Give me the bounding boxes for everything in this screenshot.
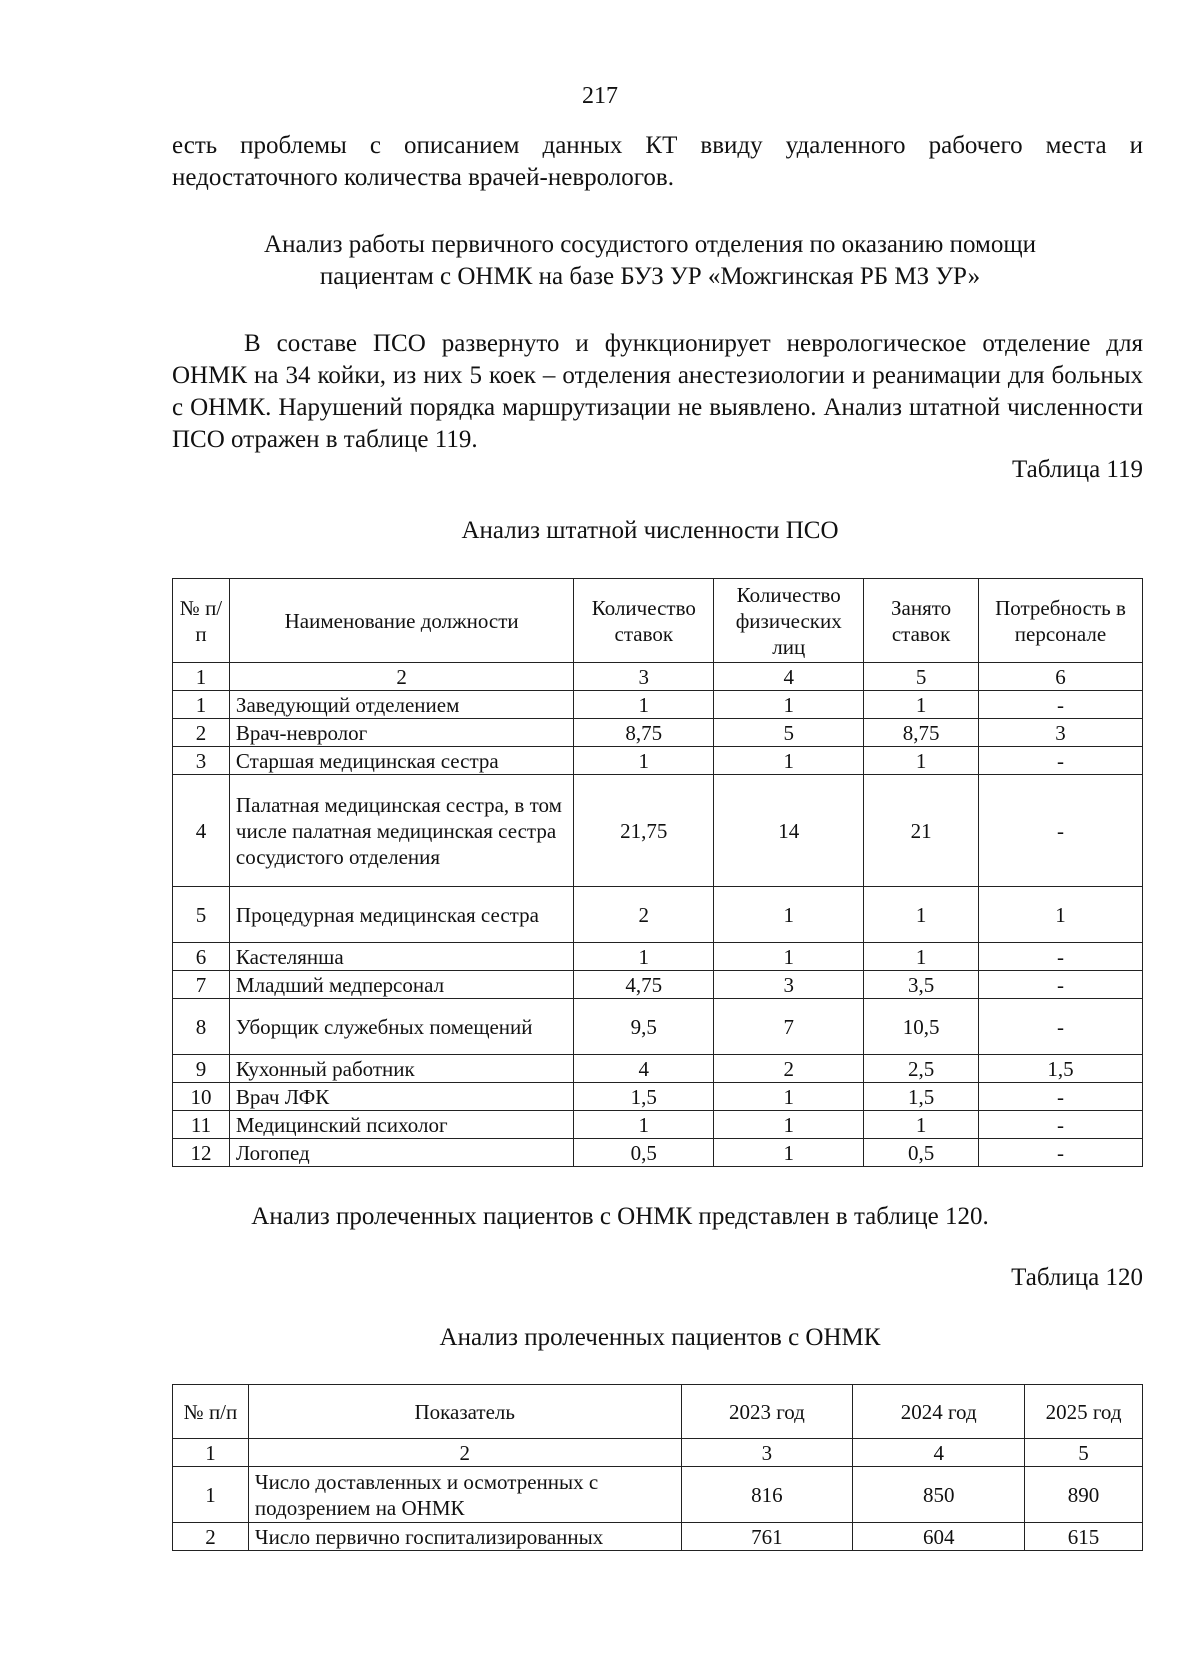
cell: - xyxy=(979,943,1143,971)
column-number: 1 xyxy=(173,663,230,691)
cell: Врач ЛФК xyxy=(229,1083,573,1111)
table-119-label: Таблица 119 xyxy=(1012,456,1143,483)
cell: 1 xyxy=(574,1111,714,1139)
header-cell: Потребность в персонале xyxy=(979,579,1143,663)
header-cell: Занято ставок xyxy=(864,579,979,663)
table-119 xyxy=(172,578,1143,1167)
cell: 4,75 xyxy=(574,971,714,999)
header-cell: № п/п xyxy=(173,1385,249,1439)
header-cell: Наименование должности xyxy=(229,579,573,663)
column-number: 6 xyxy=(979,663,1143,691)
column-number: 4 xyxy=(853,1439,1025,1467)
cell: 21,75 xyxy=(574,775,714,887)
table-119-column-numbers xyxy=(173,663,1143,691)
table-row xyxy=(173,1467,1143,1523)
table-120-title: Анализ пролеченных пациентов с ОНМК xyxy=(439,1324,881,1351)
table-row xyxy=(173,971,1143,999)
cell: 1 xyxy=(714,887,864,943)
table-row xyxy=(173,775,1143,887)
cell: 1,5 xyxy=(574,1083,714,1111)
paragraph-continuation: есть проблемы с описанием данных КТ ввиду удаленного рабочего места и недостаточного количества врачей-неврологов. xyxy=(172,132,1143,191)
cell: 10 xyxy=(173,1083,230,1111)
table-row xyxy=(173,691,1143,719)
cell: Старшая медицинская сестра xyxy=(229,747,573,775)
cell: 1,5 xyxy=(864,1083,979,1111)
cell: 1 xyxy=(979,887,1143,943)
cell: 5 xyxy=(714,719,864,747)
cell: 1 xyxy=(864,691,979,719)
cell: Младший медперсонал xyxy=(229,971,573,999)
cell: 7 xyxy=(173,971,230,999)
cell: 2,5 xyxy=(864,1055,979,1083)
cell: 10,5 xyxy=(864,999,979,1055)
cell: Число доставленных и осмотренных с подозрением на ОНМК xyxy=(248,1467,681,1523)
header-cell: Показатель xyxy=(248,1385,681,1439)
header-cell: 2024 год xyxy=(853,1385,1025,1439)
table-row xyxy=(173,719,1143,747)
cell: 761 xyxy=(681,1523,853,1551)
cell: 3 xyxy=(714,971,864,999)
cell: - xyxy=(979,1111,1143,1139)
column-number: 3 xyxy=(574,663,714,691)
cell: Процедурная медицинская сестра xyxy=(229,887,573,943)
cell: 8 xyxy=(173,999,230,1055)
cell: - xyxy=(979,775,1143,887)
table-119-header-row xyxy=(173,579,1143,663)
cell: 1 xyxy=(864,943,979,971)
cell: Медицинский психолог xyxy=(229,1111,573,1139)
cell: 1 xyxy=(864,747,979,775)
column-number: 5 xyxy=(1025,1439,1143,1467)
cell: - xyxy=(979,999,1143,1055)
cell: - xyxy=(979,691,1143,719)
cell: 2 xyxy=(714,1055,864,1083)
header-cell: Количество ставок xyxy=(574,579,714,663)
cell: 1 xyxy=(574,747,714,775)
cell: - xyxy=(979,747,1143,775)
cell: 1 xyxy=(714,747,864,775)
table-row xyxy=(173,887,1143,943)
cell: 890 xyxy=(1025,1467,1143,1523)
header-cell: № п/п xyxy=(173,579,230,663)
cell: Врач-невролог xyxy=(229,719,573,747)
cell: 8,75 xyxy=(574,719,714,747)
cell: Число первично госпитализированных xyxy=(248,1523,681,1551)
cell: Заведующий отделением xyxy=(229,691,573,719)
table-row xyxy=(173,1055,1143,1083)
table-row xyxy=(173,1523,1143,1551)
page-number: 217 xyxy=(582,83,618,109)
paragraph-pso-composition: В составе ПСО развернуто и функционирует неврологическое отделение для ОНМК на 34 койки, из них 5 коек – отделения анестезиологии и реанимации для больных с ОНМК. Нарушений порядка маршрутизации не выявлено. Анализ штатной численности ПСО отражен в таблице 119. xyxy=(172,330,1143,453)
cell: 850 xyxy=(853,1467,1025,1523)
column-number: 2 xyxy=(248,1439,681,1467)
table-120-label: Таблица 120 xyxy=(1011,1264,1143,1291)
header-cell: Количество физических лиц xyxy=(714,579,864,663)
paragraph-table-120-intro: Анализ пролеченных пациентов с ОНМК представлен в таблице 120. xyxy=(251,1203,989,1230)
table-row xyxy=(173,943,1143,971)
cell: Уборщик служебных помещений xyxy=(229,999,573,1055)
cell: Палатная медицинская сестра, в том числе палатная медицинская сестра сосудистого отделения xyxy=(229,775,573,887)
cell: 1 xyxy=(714,1111,864,1139)
table-row xyxy=(173,1139,1143,1167)
cell: 3 xyxy=(173,747,230,775)
cell: 0,5 xyxy=(574,1139,714,1167)
table-119-title: Анализ штатной численности ПСО xyxy=(461,517,839,544)
cell: 1 xyxy=(173,691,230,719)
cell: 1,5 xyxy=(979,1055,1143,1083)
column-number: 5 xyxy=(864,663,979,691)
cell: Кастелянша xyxy=(229,943,573,971)
table-120-column-numbers xyxy=(173,1439,1143,1467)
cell: 11 xyxy=(173,1111,230,1139)
cell: 4 xyxy=(173,775,230,887)
header-cell: 2023 год xyxy=(681,1385,853,1439)
cell: 4 xyxy=(574,1055,714,1083)
table-120 xyxy=(172,1384,1143,1551)
table-120-header-row xyxy=(173,1385,1143,1439)
cell: 9 xyxy=(173,1055,230,1083)
cell: 1 xyxy=(864,1111,979,1139)
header-cell: 2025 год xyxy=(1025,1385,1143,1439)
cell: 1 xyxy=(714,1139,864,1167)
column-number: 1 xyxy=(173,1439,249,1467)
cell: 2 xyxy=(173,719,230,747)
cell: 1 xyxy=(714,943,864,971)
cell: 5 xyxy=(173,887,230,943)
cell: 1 xyxy=(173,1467,249,1523)
cell: 0,5 xyxy=(864,1139,979,1167)
column-number: 4 xyxy=(714,663,864,691)
column-number: 2 xyxy=(229,663,573,691)
cell: 604 xyxy=(853,1523,1025,1551)
cell: - xyxy=(979,1083,1143,1111)
cell: 9,5 xyxy=(574,999,714,1055)
cell: 14 xyxy=(714,775,864,887)
section-title-line-1: Анализ работы первичного сосудистого отделения по оказанию помощи xyxy=(264,231,1036,258)
table-row xyxy=(173,1083,1143,1111)
cell: 1 xyxy=(714,691,864,719)
cell: 3,5 xyxy=(864,971,979,999)
cell: 615 xyxy=(1025,1523,1143,1551)
cell: 1 xyxy=(574,943,714,971)
cell: 1 xyxy=(574,691,714,719)
section-title-line-2: пациентам с ОНМК на базе БУЗ УР «Можгинская РБ МЗ УР» xyxy=(319,263,981,290)
cell: 7 xyxy=(714,999,864,1055)
column-number: 3 xyxy=(681,1439,853,1467)
cell: 816 xyxy=(681,1467,853,1523)
cell: Логопед xyxy=(229,1139,573,1167)
cell: - xyxy=(979,971,1143,999)
cell: 1 xyxy=(864,887,979,943)
cell: 21 xyxy=(864,775,979,887)
table-row xyxy=(173,747,1143,775)
cell: 2 xyxy=(574,887,714,943)
cell: 8,75 xyxy=(864,719,979,747)
cell: - xyxy=(979,1139,1143,1167)
table-row xyxy=(173,999,1143,1055)
cell: 1 xyxy=(714,1083,864,1111)
cell: 3 xyxy=(979,719,1143,747)
cell: 12 xyxy=(173,1139,230,1167)
table-row xyxy=(173,1111,1143,1139)
cell: 2 xyxy=(173,1523,249,1551)
cell: 6 xyxy=(173,943,230,971)
cell: Кухонный работник xyxy=(229,1055,573,1083)
